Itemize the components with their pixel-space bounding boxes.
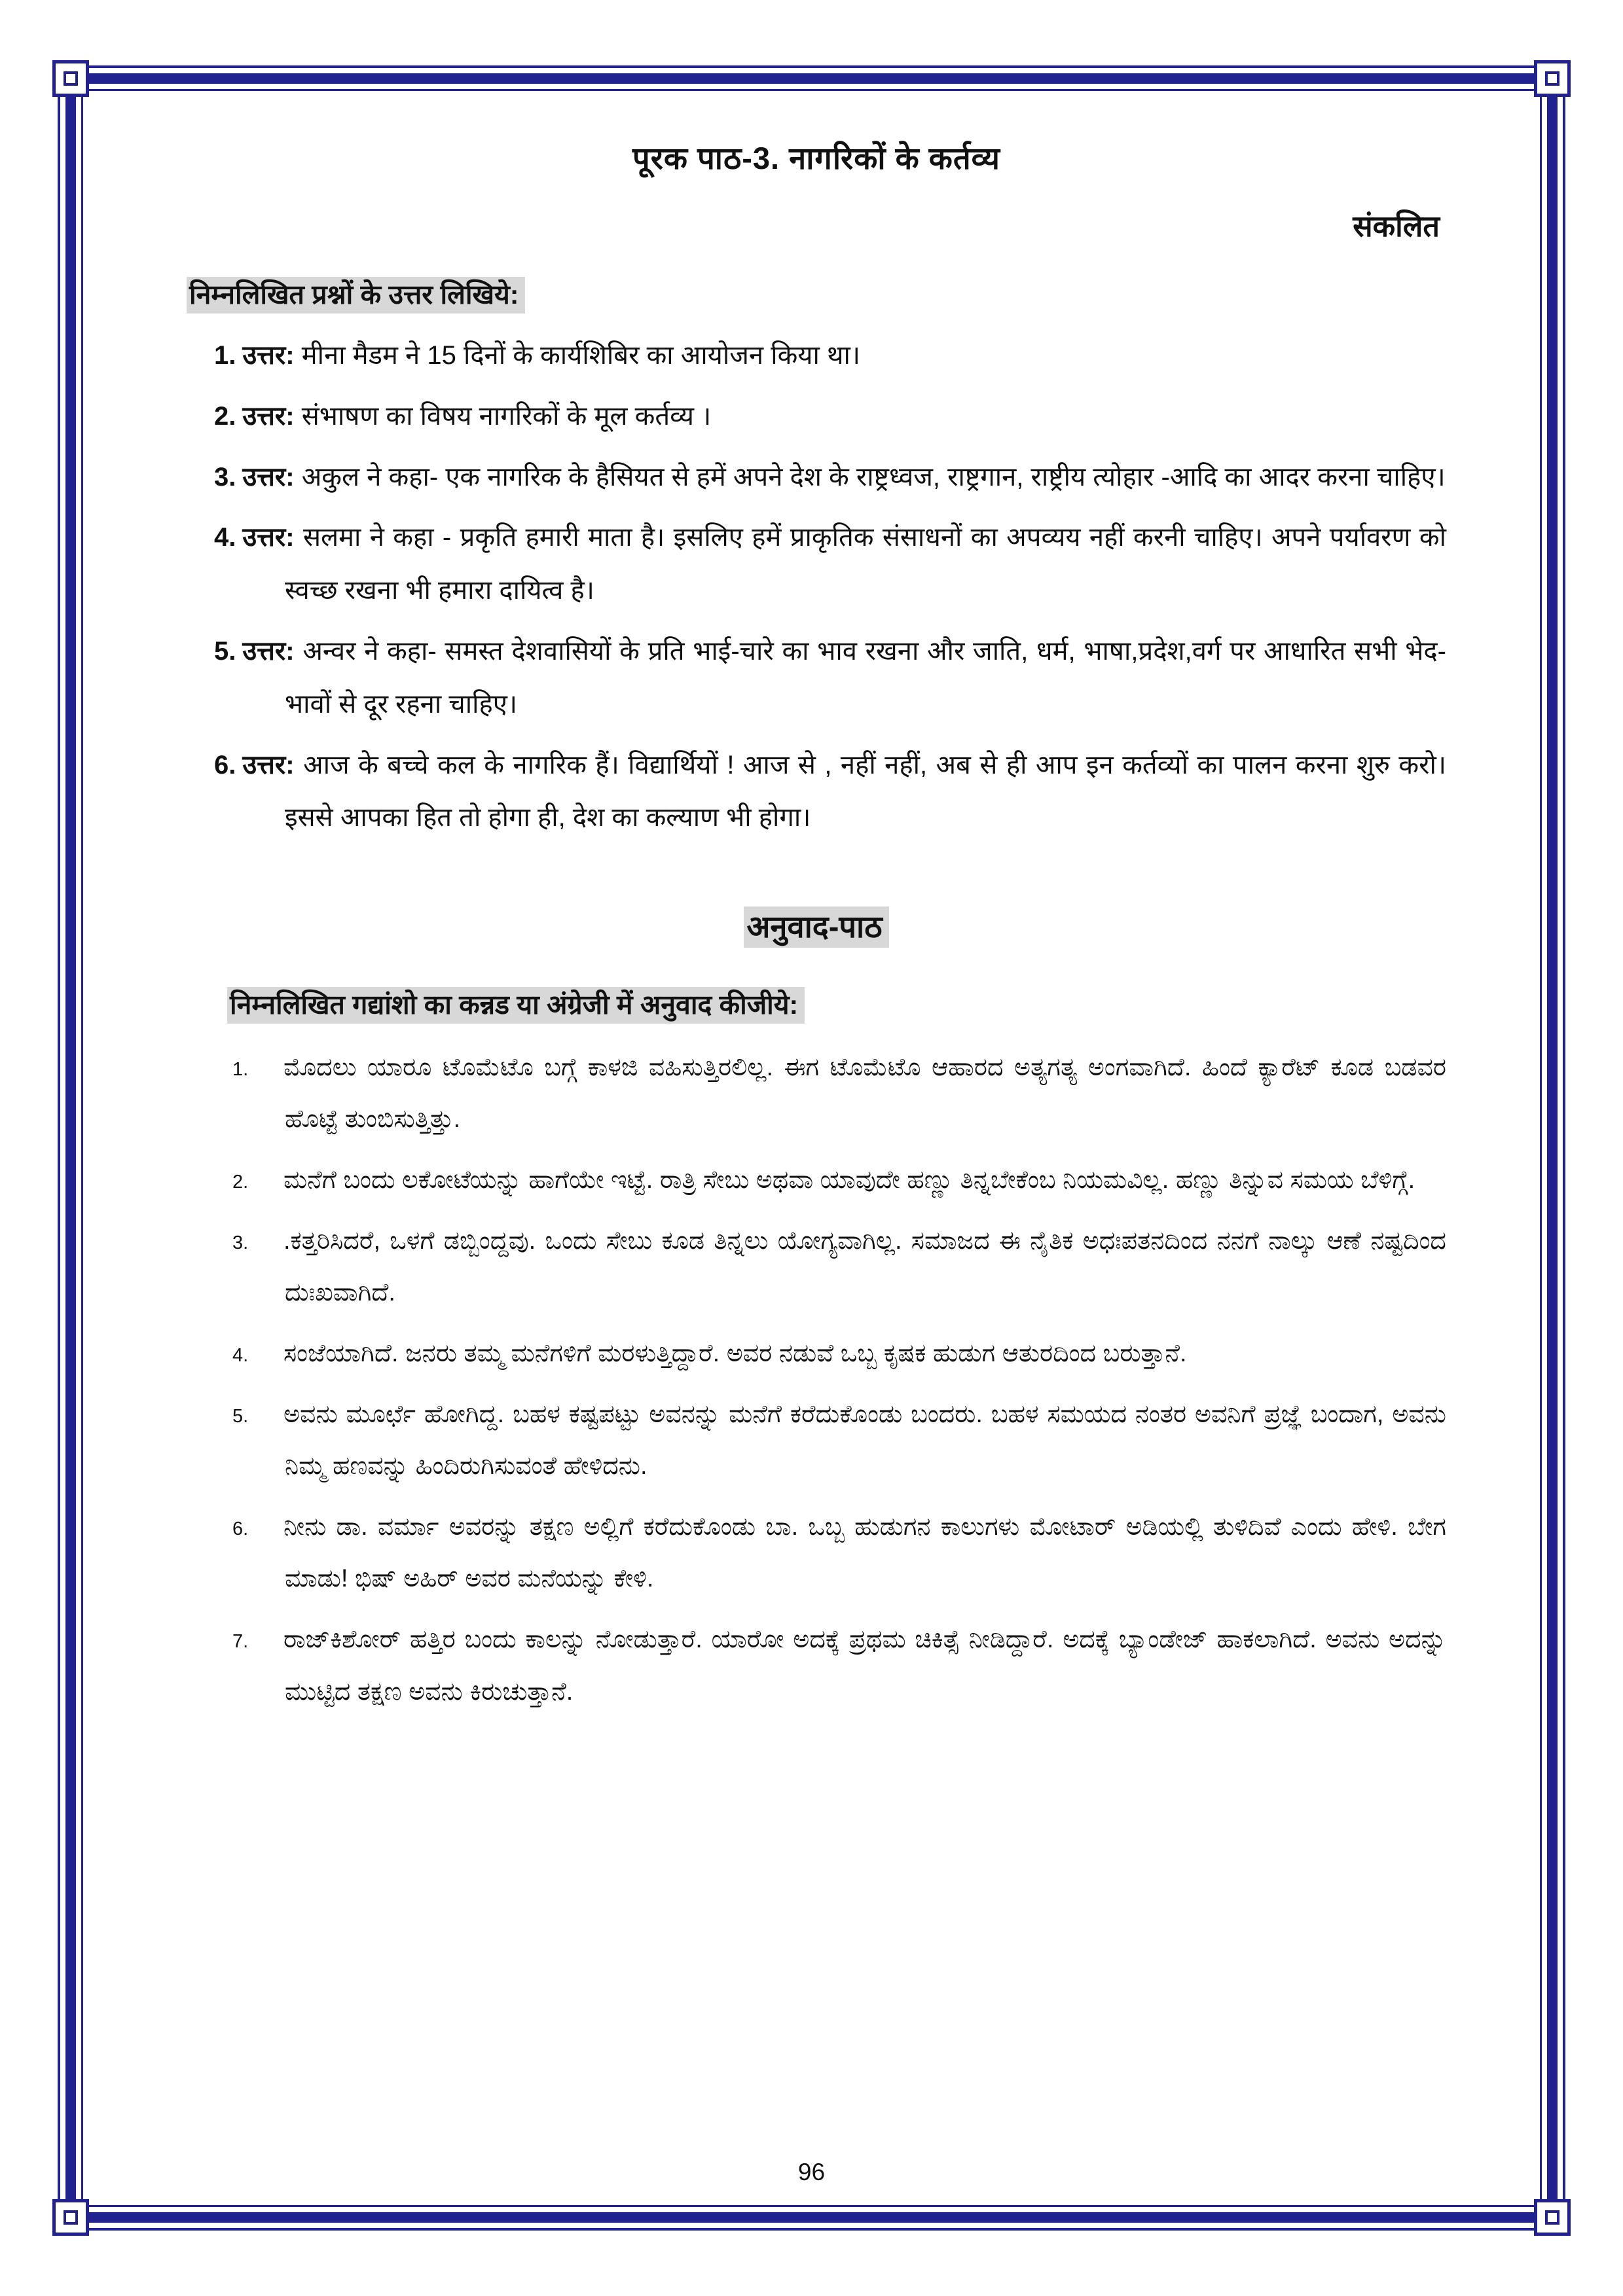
answer-text: सलमा ने कहा - प्रकृति हमारी माता है। इसलिए हमें प्राकृतिक संसाधनों का अपव्यय नहीं करनी चाहिए। अपने पर्यावरण को स्वच्छ रखना भी हमारा दायित्व है। [285, 523, 1446, 605]
translation-item [187, 1501, 1446, 1605]
answer-item [187, 511, 1446, 617]
qa-section-heading [187, 276, 1446, 312]
answer-number: 6. [214, 750, 236, 780]
page-number: 96 [797, 2159, 826, 2185]
translation-number: 7. [232, 1631, 249, 1653]
translation-item [187, 1328, 1446, 1380]
translation-text: ನೀನು ಡಾ. ವರ್ಮಾ ಅವರನ್ನು ತಕ್ಷಣ ಅಲ್ಲಿಗೆ ಕರೆದುಕೊಂಡು ಬಾ. ಒಬ್ಬ ಹುಡುಗನ ಕಾಲುಗಳು ಮೋಟಾರ್ ಅಡಿಯಲ್ಲಿ ತುಳಿದಿವೆ ಎಂದು ಹೇಳಿ. ಬೇಗ ಮಾಡು! ಭಿಷ್ ಅಹಿರ್ ಅವರ ಮನೆಯನ್ನು ಕೇಳಿ. [283, 1513, 1446, 1593]
qa-section-heading-text: निम्नलिखित प्रश्नों के उत्तर लिखिये: [187, 277, 525, 314]
translation-instruction-text: निम्नलिखित गद्यांशो का कन्नड या अंग्रेजी में अनुवाद कीजीये: [227, 987, 805, 1024]
page-title: पूरक पाठ-3. नागरिकों के कर्तव्य [632, 141, 1000, 175]
answer-label: उत्तर: [242, 750, 295, 780]
answer-label: उत्तर: [242, 523, 295, 552]
corner-ornament-top-right [1534, 60, 1571, 97]
translation-number: 3. [232, 1232, 249, 1254]
answer-label: उत्तर: [242, 462, 295, 492]
answer-list [187, 329, 1446, 844]
translation-list [187, 1042, 1446, 1717]
translation-number: 1. [232, 1059, 249, 1081]
answer-number: 4. [214, 523, 236, 552]
answer-label: उत्तर: [242, 401, 295, 431]
answer-text: संभाषण का विषय नागरिकों के मूल कर्तव्य । [301, 401, 712, 431]
translation-text: ಮೊದಲು ಯಾರೂ ಟೊಮೆಟೊ ಬಗ್ಗೆ ಕಾಳಜಿ ವಹಿಸುತ್ತಿರಲಿಲ್ಲ. ಈಗ ಟೊಮೆಟೊ ಆಹಾರದ ಅತ್ಯಗತ್ಯ ಅಂಗವಾಗಿದೆ. ಹಿಂದೆ ಕ್ಯಾರೆಟ್ ಕೂಡ ಬಡವರ ಹೊಟ್ಟೆ ತುಂಬಿಸುತ್ತಿತ್ತು. [283, 1054, 1446, 1134]
corner-ornament-bottom-right [1534, 2199, 1571, 2236]
answer-number: 5. [214, 636, 236, 666]
translation-item [187, 1215, 1446, 1319]
translation-item [187, 1389, 1446, 1492]
answer-item [187, 451, 1446, 504]
translation-item [187, 1155, 1446, 1206]
translation-text: ಮನೆಗೆ ಬಂದು ಲಕೋಟೆಯನ್ನು ಹಾಗೆಯೇ ಇಟ್ಟೆ. ರಾತ್ರಿ ಸೇಬು ಅಥವಾ ಯಾವುದೇ ಹಣ್ಣು ತಿನ್ನಬೇಕೆಂಬ ನಿಯಮವಿಲ್ಲ. ಹಣ್ಣು ತಿನ್ನುವ ಸಮಯ ಬೆಳಿಗ್ಗೆ. [283, 1166, 1415, 1194]
corner-ornament-top-left [52, 60, 89, 97]
translation-number: 6. [232, 1518, 249, 1540]
answer-item [187, 625, 1446, 731]
answer-text: आज के बच्चे कल के नागरिक हैं। विद्यार्थियों ! आज से , नहीं नहीं, अब से ही आप इन कर्तव्यों का पालन करना शुरु करो। इससे आपका हित तो होगा ही, देश का कल्याण भी होगा। [285, 750, 1446, 833]
translation-text: .ಕತ್ತರಿಸಿದರೆ, ಒಳಗೆ ಡಬ್ಬಿಂದ್ದವು. ಒಂದು ಸೇಬು ಕೂಡ ತಿನ್ನಲು ಯೋಗ್ಯವಾಗಿಲ್ಲ. ಸಮಾಜದ ಈ ನೈತಿಕ ಅಧಃಪತನದಿಂದ ನನಗೆ ನಾಲ್ಕು ಆಣೆ ನಷ್ಟದಿಂದ ದುಃಖವಾಗಿದೆ. [283, 1227, 1446, 1307]
translation-text: ರಾಜ್‌ಕಿಶೋರ್ ಹತ್ತಿರ ಬಂದು ಕಾಲನ್ನು ನೋಡುತ್ತಾರೆ. ಯಾರೋ ಅದಕ್ಕೆ ಪ್ರಥಮ ಚಿಕಿತ್ಸೆ ನೀಡಿದ್ದಾರೆ. ಅದಕ್ಕೆ ಬ್ಯಾಂಡೇಜ್ ಹಾಕಲಾಗಿದೆ. ಅವನು ಅದನ್ನು ಮುಟ್ಟಿದ ತಕ್ಷಣ ಅವನು ಕಿರುಚುತ್ತಾನೆ. [283, 1626, 1446, 1706]
translation-item [187, 1614, 1446, 1717]
answer-number: 1. [214, 341, 236, 370]
translation-item [187, 1042, 1446, 1145]
answer-item [187, 739, 1446, 845]
translation-number: 2. [232, 1172, 249, 1193]
corner-ornament-bottom-left [52, 2199, 89, 2236]
translation-number: 5. [232, 1406, 249, 1427]
translation-section-heading-text: अनुवाद-पाठ [744, 906, 888, 948]
translation-text: ಸಂಜೆಯಾಗಿದೆ. ಜನರು ತಮ್ಮ ಮನೆಗಳಿಗೆ ಮರಳುತ್ತಿದ್ದಾರೆ. ಅವರ ನಡುವೆ ಒಬ್ಬ ಕೃಷಕ ಹುಡುಗ ಆತುರದಿಂದ ಬರುತ್ತಾನೆ. [283, 1340, 1187, 1368]
translation-text: ಅವನು ಮೂರ್ಛೆ ಹೋಗಿದ್ದ. ಬಹಳ ಕಷ್ಟಪಟ್ಟು ಅವನನ್ನು ಮನೆಗೆ ಕರೆದುಕೊಂಡು ಬಂದರು. ಬಹಳ ಸಮಯದ ನಂತರ ಅವನಿಗೆ ಪ್ರಜ್ಞೆ ಬಂದಾಗ, ಅವನು ನಿಮ್ಮ ಹಣವನ್ನು ಹಿಂದಿರುಗಿಸುವಂತೆ ಹೇಳಿದನು. [283, 1401, 1446, 1480]
answer-label: उत्तर: [242, 341, 295, 370]
page-content [187, 124, 1446, 2198]
answer-text: मीना मैडम ने 15 दिनों के कार्यशिबिर का आयोजन किया था। [301, 341, 861, 370]
answer-item [187, 329, 1446, 382]
translation-instruction [227, 986, 1446, 1022]
answer-text: अन्वर ने कहा- समस्त देशवासियों के प्रति भाई-चारे का भाव रखना और जाति, धर्म, भाषा,प्रदेश,वर्ग पर आधारित सभी भेद-भावों से दूर रहना चाहिए। [285, 636, 1446, 719]
translation-number: 4. [232, 1345, 249, 1367]
translation-section-heading [187, 905, 1446, 946]
answer-number: 2. [214, 401, 236, 431]
answer-item [187, 390, 1446, 443]
answer-text: अकुल ने कहा- एक नागरिक के हैसियत से हमें अपने देश के राष्ट्रध्वज, राष्ट्रगान, राष्ट्रीय त्योहार -आदि का आदर करना चाहिए। [301, 462, 1446, 492]
answer-label: उत्तर: [242, 636, 295, 666]
answer-number: 3. [214, 462, 236, 492]
compiled-label: संकलित [1353, 209, 1440, 243]
